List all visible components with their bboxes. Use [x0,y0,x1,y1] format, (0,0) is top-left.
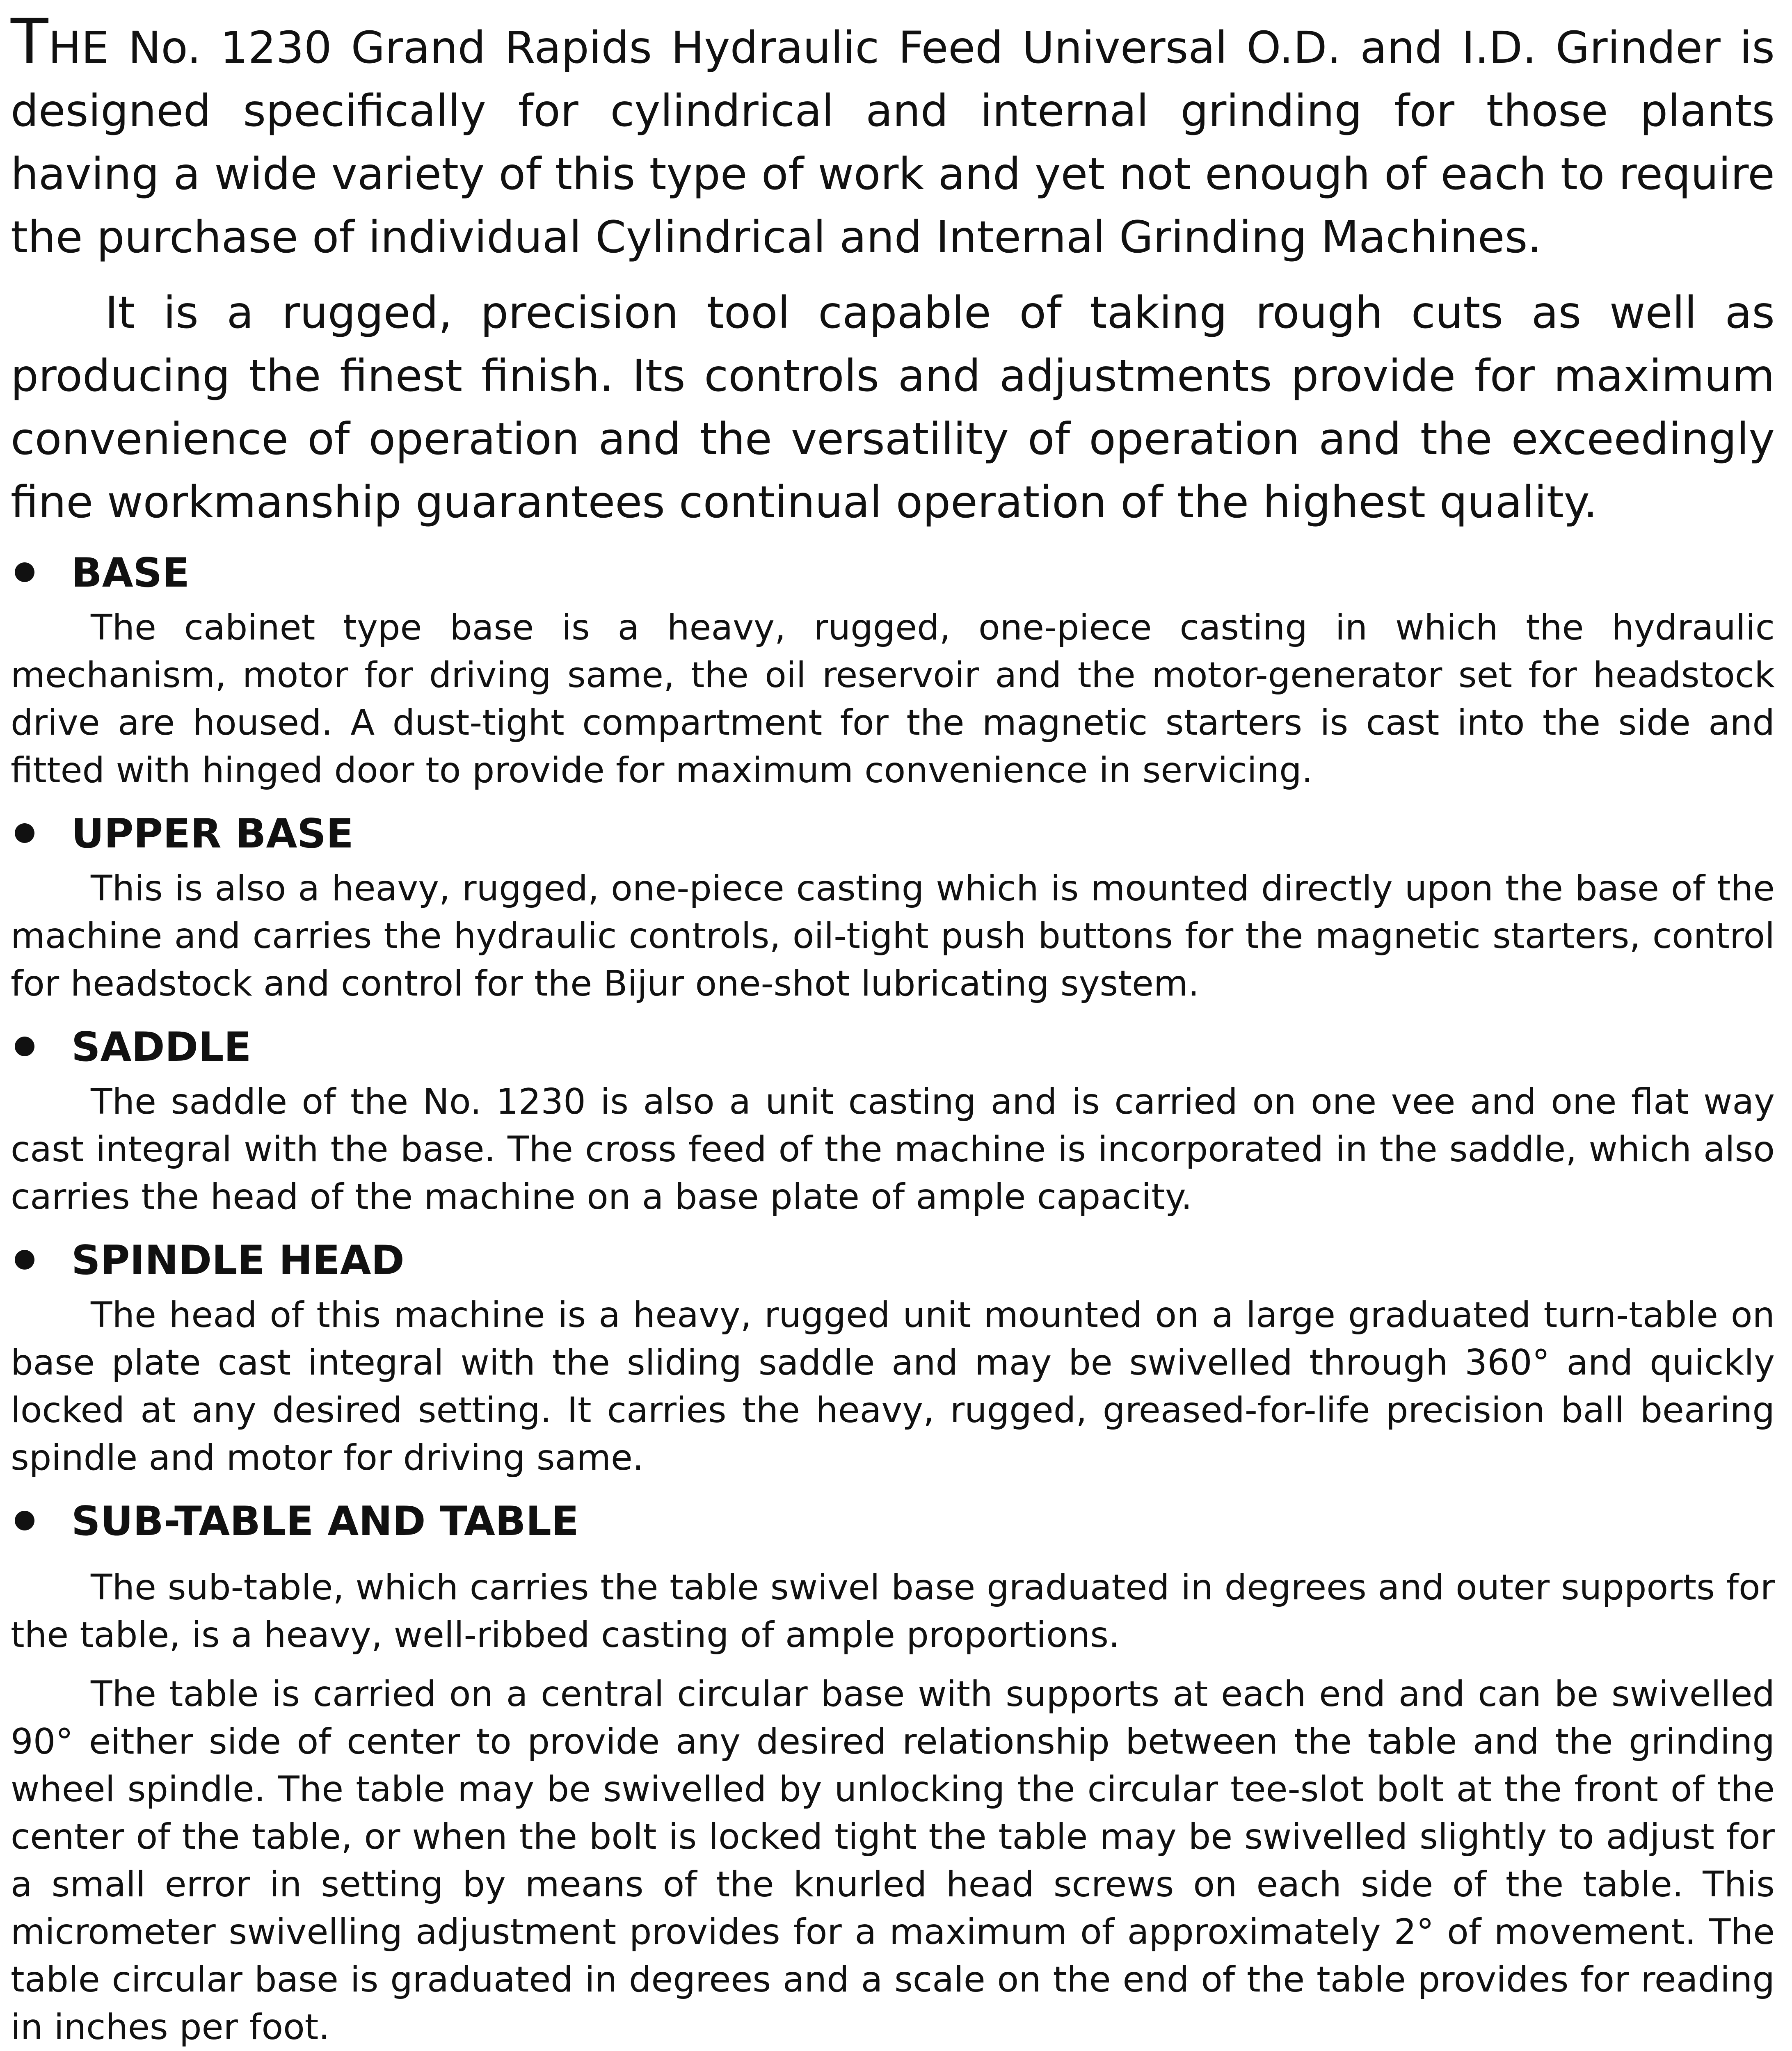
bullet-icon [15,1037,34,1056]
section-heading-sub-table [11,1491,1775,1552]
section-text-base: The cabinet type base is a heavy, rugged, one-piece casting in which the hydraulic mechanism, motor for driving same, the oil reservoir and the motor-generator set for headstock drive are housed. A dust-tight compartment for the magnetic starters is cast into the side and fitted with hinged door to provide for maximum convenience in servicing. [11,607,1775,791]
drop-cap: T [11,6,48,78]
intro-paragraph [11,6,1775,269]
bullet-icon [15,823,34,843]
section-heading-label: UPPER BASE [71,811,354,857]
intro-paragraph-2: It is a rugged, precision tool capable of taking rough cuts as well as producing the finest finish. Its controls and adjustments provide for maximum convenience of operation and the versatility of operation and the exceedingly fine workmanship guarantees continual operation of the highest quality. [11,288,1775,528]
section-heading-saddle [11,1016,1775,1078]
section-text-upper-base: This is also a heavy, rugged, one-piece casting which is mounted directly upon the base of the machine and carries the hydraulic controls, oil-tight push buttons for the magnetic starters, control for headstock and control for the Bijur one-shot lubricating system. [11,868,1775,1004]
section-heading-upper-base [11,803,1775,865]
intro-text: HE No. 1230 Grand Rapids Hydraulic Feed Universal O.D. and I.D. Grinder is designed specifically for cylindrical and internal grinding for those plants having a wide variety of this type of work and yet not enough of each to require the purchase of individual Cylindrical and Internal Grinding Machines. [11,23,1775,263]
section-text-sub-table: The sub-table, which carries the table swivel base graduated in degrees and outer supports for the table, is a heavy, well-ribbed casting of ample proportions. [11,1567,1775,1656]
section-text-table: The table is carried on a central circular base with supports at each end and can be swivelled 90° either side of center to provide any desired relationship between the table and the grinding wheel spindle. The table may be swivelled by unlocking the circular tee-slot bolt at the front of the center of the table, or when the bolt is locked tight the table may be swivelled slightly to adjust for a small error in setting by means of the knurled head screws on each side of the table. This micrometer swivelling adjustment provides for a maximum of approximately 2° of movement. The table circular base is graduated in degrees and a scale on the end of the table provides for reading in inches per foot. [11,1674,1775,2048]
section-text-spindle-head: The head of this machine is a heavy, rugged unit mounted on a large graduated turn-table on base plate cast integral with the sliding saddle and may be swivelled through 360° and quickly locked at any desired setting. It carries the heavy, rugged, greased-for-life precision ball bearing spindle and motor for driving same. [11,1295,1775,1478]
bullet-icon [15,1250,34,1270]
bullet-icon [15,562,34,582]
section-heading-base [11,542,1775,604]
section-heading-label: SPINDLE HEAD [71,1237,405,1284]
section-heading-label: SADDLE [71,1024,251,1071]
section-heading-label: BASE [71,550,190,596]
section-text-saddle: The saddle of the No. 1230 is also a unit casting and is carried on one vee and one flat way cast integral with the base. The cross feed of the machine is incorporated in the saddle, which also carries the head of the machine on a base plate of ample capacity. [11,1081,1775,1217]
section-heading-label: SUB-TABLE AND TABLE [71,1498,579,1545]
document-page [11,6,1775,2051]
bullet-icon [15,1511,34,1530]
section-heading-spindle-head [11,1230,1775,1291]
